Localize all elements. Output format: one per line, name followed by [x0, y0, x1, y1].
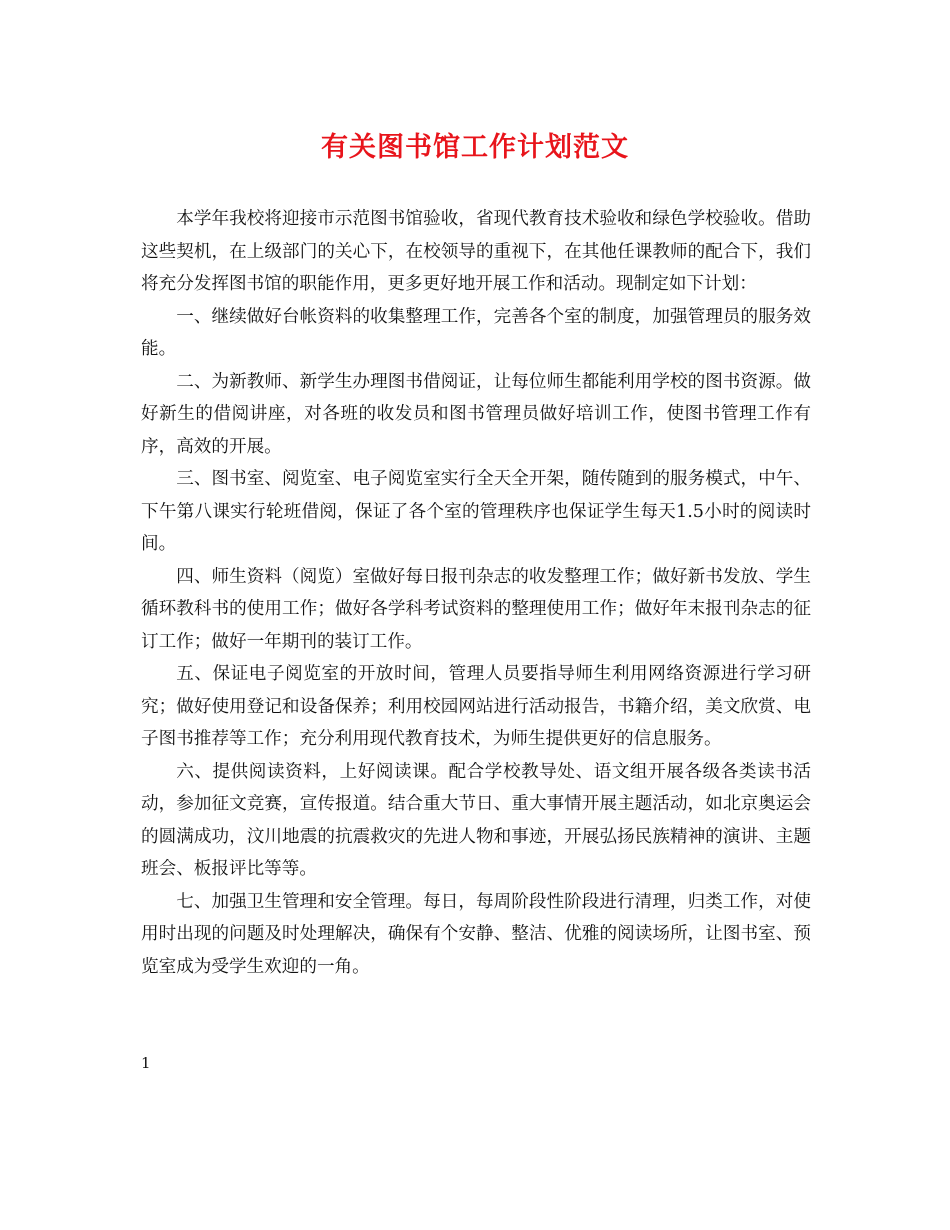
paragraph-item-7: 七、加强卫生管理和安全管理。每日，每周阶段性阶段进行清理，归类工作，对使用时出现的问题及时处理解决，确保有个安静、整洁、优雅的阅读场所，让图书室、预览室成为受学生欢迎的一角。 — [141, 891, 811, 977]
document-title: 有关图书馆工作计划范文 — [321, 132, 629, 163]
paragraph-item-2: 二、为新教师、新学生办理图书借阅证，让每位师生都能利用学校的图书资源。做好新生的借阅讲座，对各班的收发员和图书管理员做好培训工作，使图书管理工作有序，高效的开展。 — [141, 371, 811, 457]
paragraph-item-4: 四、师生资料（阅览）室做好每日报刊杂志的收发整理工作；做好新书发放、学生循环教科书的使用工作；做好各学科考试资料的整理使用工作；做好年末报刊杂志的征订工作；做好一年期刊的装订工作。 — [141, 566, 811, 652]
paragraph-item-3: 三、图书室、阅览室、电子阅览室实行全天全开架，随传随到的服务模式，中午、下午第八课实行轮班借阅，保证了各个室的管理秩序也保证学生每天1.5小时的阅读时间。 — [141, 469, 811, 554]
paragraph-intro: 本学年我校将迎接市示范图书馆验收，省现代教育技术验收和绿色学校验收。借助这些契机，在上级部门的关心下，在校领导的重视下，在其他任课教师的配合下，我们将充分发挥图书馆的职能作用，更多更好地开展工作和活动。现制定如下计划： — [141, 209, 811, 294]
paragraph-item-6: 六、提供阅读资料，上好阅读课。配合学校教导处、语文组开展各级各类读书活动，参加征文竞赛，宣传报道。结合重大节日、重大事情开展主题活动，如北京奥运会的圆满成功，汶川地震的抗震救灾的先进人物和事迹，开展弘扬民族精神的演讲、主题班会、板报评比等等。 — [141, 761, 811, 879]
document-body — [141, 203, 811, 983]
paragraph-item-1: 一、继续做好台帐资料的收集整理工作，完善各个室的制度，加强管理员的服务效能。 — [141, 306, 811, 359]
page-number: 1 — [141, 1054, 151, 1072]
paragraph-item-5: 五、保证电子阅览室的开放时间，管理人员要指导师生利用网络资源进行学习研究；做好使用登记和设备保养；利用校园网站进行活动报告，书籍介绍，美文欣赏、电子图书推荐等工作；充分利用现代教育技术，为师生提供更好的信息服务。 — [141, 664, 811, 749]
